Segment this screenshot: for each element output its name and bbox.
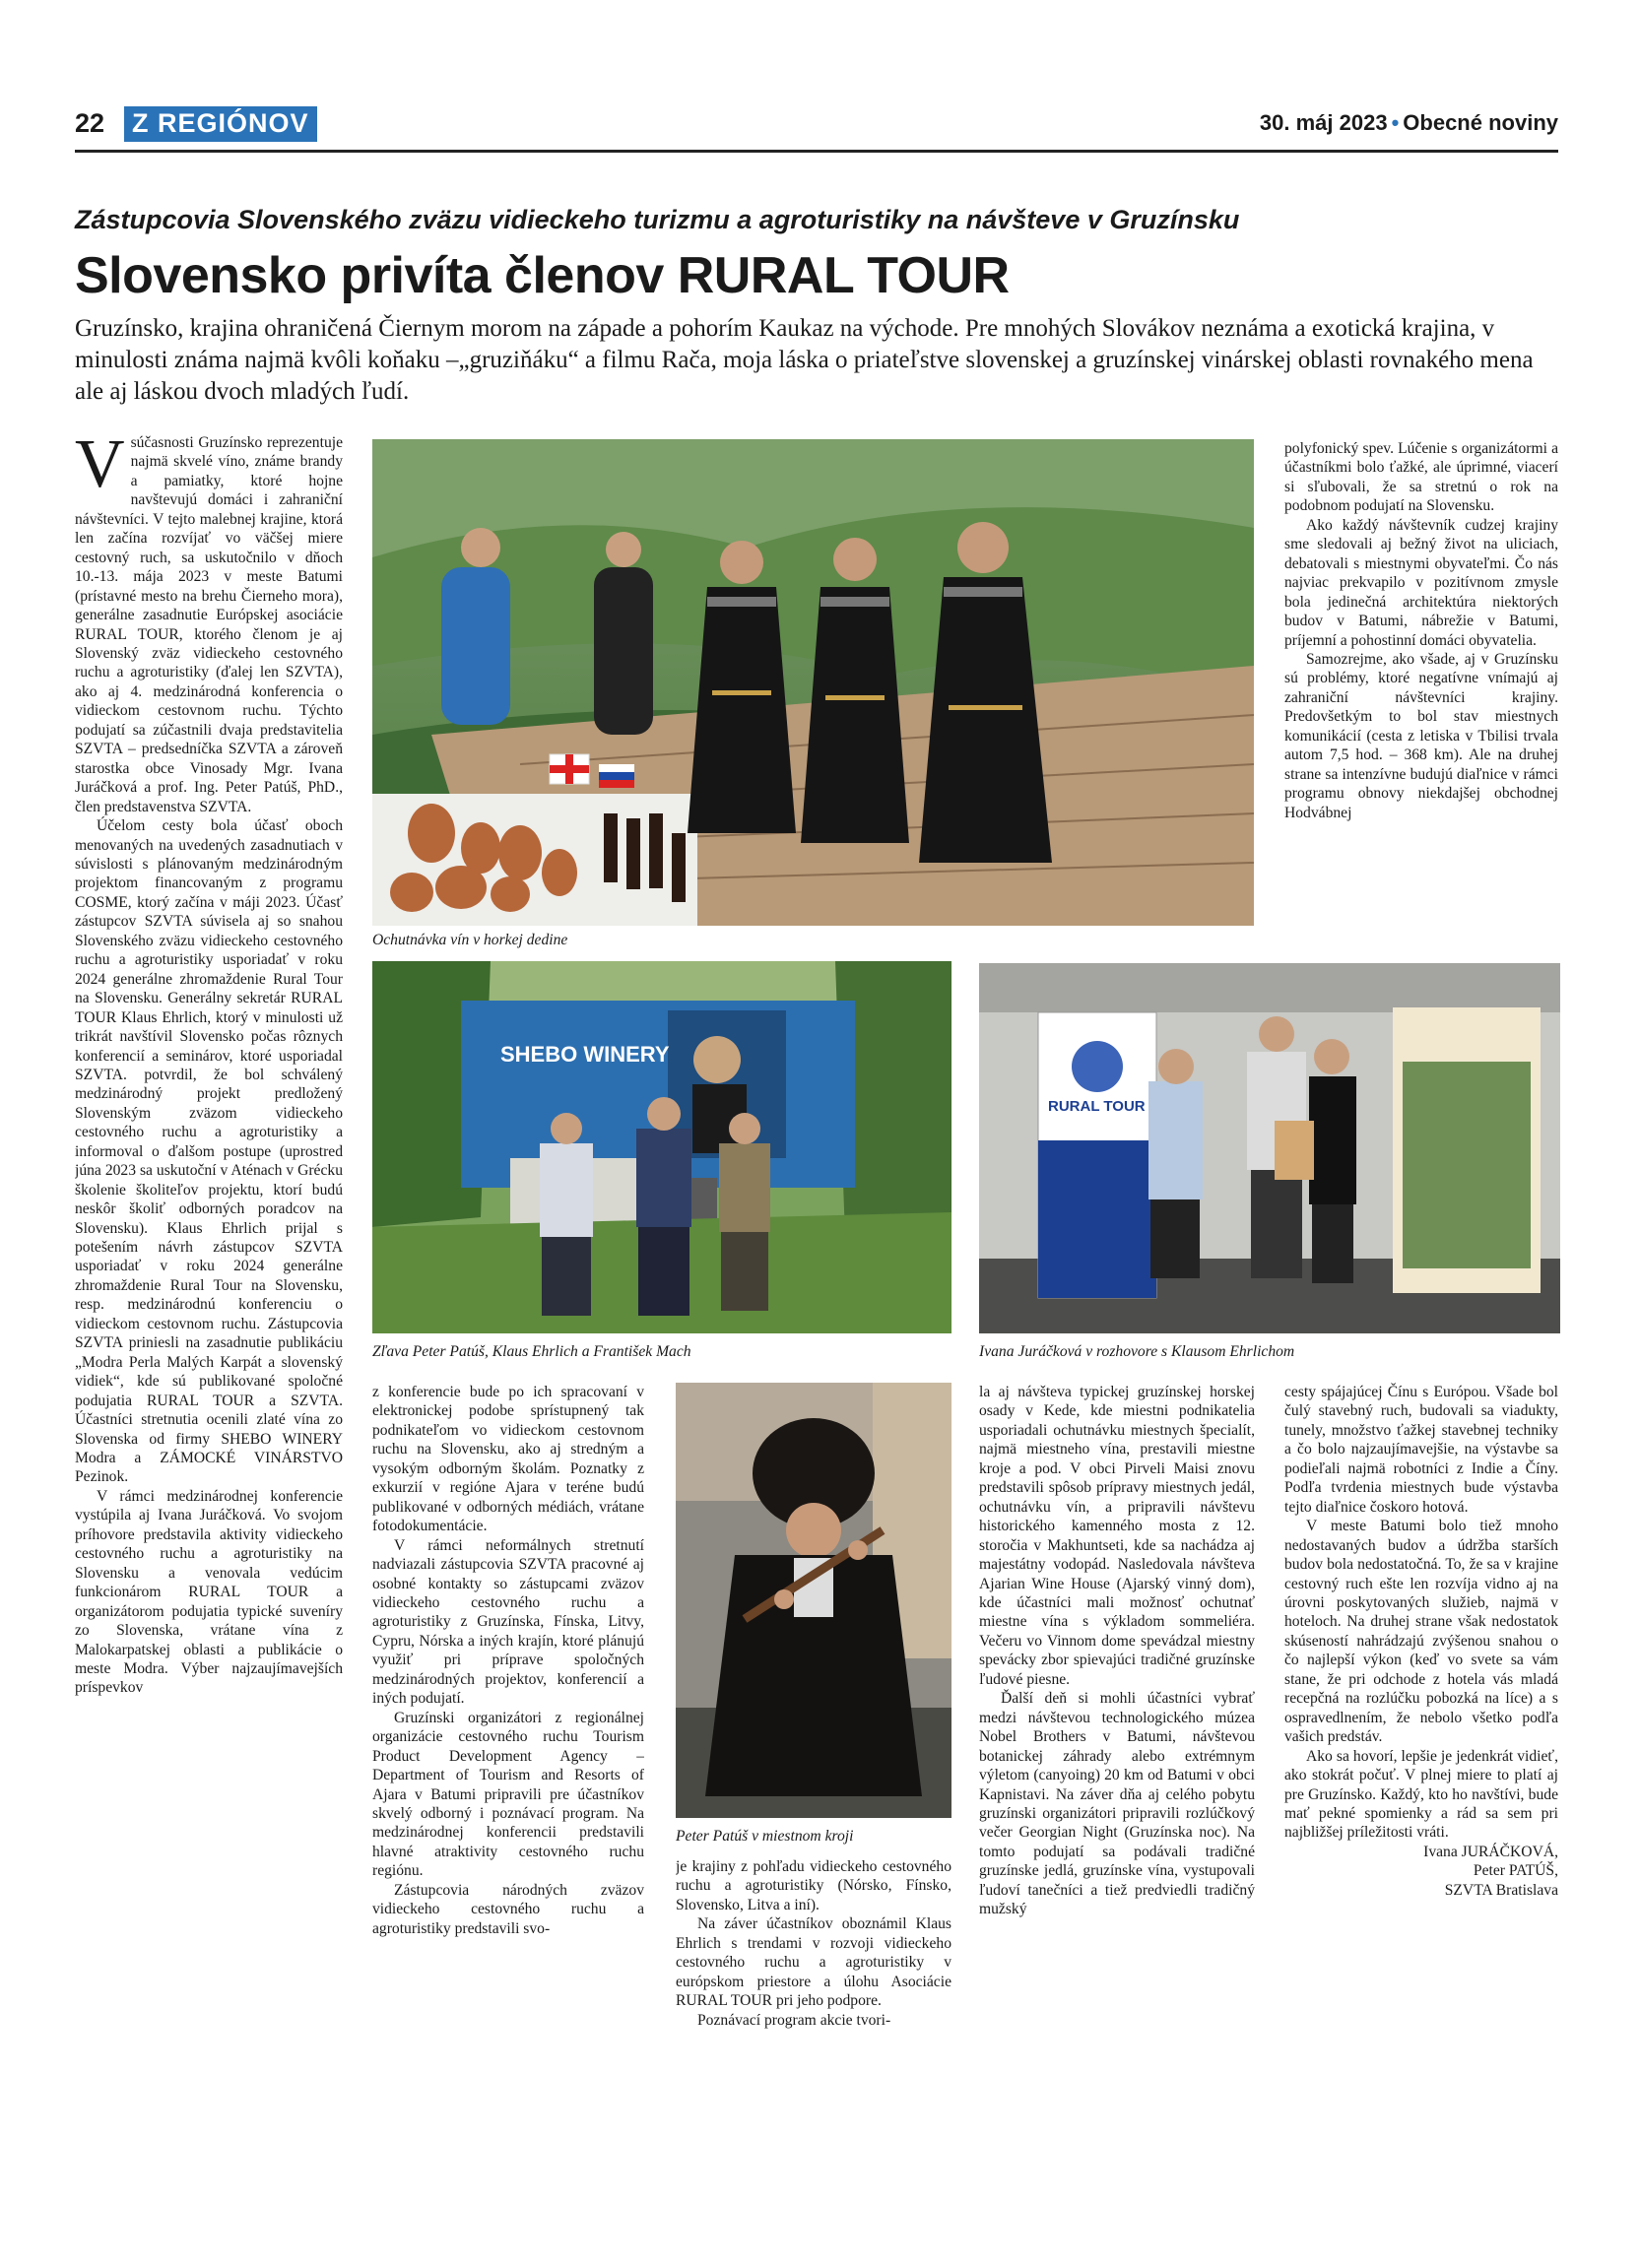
paragraph: je krajiny z pohľadu vidieckeho cestovného ruchu a agroturistiky (Nórsko, Fínsko, Slovensko, Litva a iní). (676, 1858, 951, 1913)
paragraph: Samozrejme, ako všade, aj v Gruzínsku sú problémy, ktoré negatívne vnímajú aj zahraniční návštevníci krajiny. Predovšetkým to bol stav miestnych komunikácií (cesta z letiska v Tbilisi trvala autom 7,5 hod. – 368 km). Ale na druhej strane sa intenzívne budujú diaľnice v rámci programu obnovy niekdajšej obchodnej Hodvábnej (1284, 650, 1558, 821)
header-rule (75, 150, 1558, 153)
paragraph: V meste Batumi bolo tiež mnoho nedostavaných budov a údržba starších budov bola nedostatočná. To, že sa v krajine cestovný ruch ešte len rozvíja vidno aj na úrovni poskytovaných služieb, najmä v hoteloch. Na druhej strane však nedostatok skúseností nahrádzajú zvýšenou snahou o čo najlepší výkon (keď vo svete sa vám stane, že pri odchode z hotela vás mladá recepčná na rozlúčku pobozká na líce) a s ospravedlnením, že nebolo všetko podľa vašich predstáv. (1284, 1518, 1558, 1746)
photo-rural-tour-image (979, 963, 1560, 1333)
photo-rural-tour-caption: Ivana Juráčková v rozhovore s Klausom Ehrlichom (979, 1343, 1295, 1360)
paragraph: Ako sa hovorí, lepšie je jedenkrát vidieť, ako stokrát počuť. V plnej miere to platí aj pre Gruzínsko. Každý, kto ho navštívi, bude mať pekné spomienky a rád sa sem pri najbližšej príležitosti vráti. (1284, 1747, 1558, 1842)
photo-costume (676, 1383, 951, 1818)
issue-separator: • (1391, 110, 1400, 135)
photo-wine-tasting-image (372, 439, 1254, 926)
paragraph: Ako každý návštevník cudzej krajiny sme sledovali aj bežný život na uliciach, debatovali s miestnymi obyvateľmi. Čo nás najviac prekvapilo v pozitívnom zmysle bola jedinečná architektúra niektorých budov v Batumi, nábrežie v Batumi, príjemní a pohostinní domáci obyvatelia. (1284, 516, 1558, 649)
paragraph: Ďalší deň si mohli účastníci vybrať medzi návštevou technologického múzea Nobel Brothers v Batumi, návštevou botanickej záhrady alebo extrémnym výletom (canyoing) 20 km od Batumi v obci Kapnistavi. Na záver dňa aj celého pobytu gruzínski organizátori pripravili rozlúčkový večer Georgian Night (Gruzínska noc). Na tomto podujatí sa podávali tradičné gruzínske jedlá, gruzínske vína, vystupovali ľudoví tanečníci a tiež predviedli tradičný mužský (979, 1690, 1255, 1918)
column-1 (75, 433, 343, 2142)
photo-costume-caption: Peter Patúš v miestnom kroji (676, 1828, 854, 1845)
article-lead: Gruzínsko, krajina ohraničená Čiernym morom na západe a pohorím Kaukaz na východe. Pre mnohých Slovákov neznáma a exotická krajina, v minulosti známa najmä kvôli koňaku –„gruziňáku“ a filmu Rača, moja láska o priateľstve slovenskej a gruzínskej vinárskej oblasti rovnakého mena ale aj láskou dvoch mladých ľudí. (75, 315, 1534, 405)
paragraph: cesty spájajúcej Čínu s Európou. Všade bol čulý stavebný ruch, budovali sa viadukty, tunely, množstvo ťažkej stavebnej techniky a čo bolo najzaujímavejšie, na výstavbe sa podieľali najmä robotníci z Indie a Číny. Podľa tvrdenia miestnych bude výstavba tejto diaľnice čoskoro hotová. (1284, 1384, 1558, 1516)
paragraph: V rámci neformálnych stretnutí nadviazali zástupcovia SZVTA pracovné aj osobné kontakty so zástupcami zväzov vidieckeho cestovného ruchu a agroturistiky z Gruzínska, Fínska, Litvy, Cypru, Nórska a iných krajín, ktoré plánujú využiť pri príprave spoločných medzinárodných projektov, konferencií a iných podujatí. (372, 1536, 644, 1708)
paragraph: la aj návšteva typickej gruzínskej horskej osady v Kede, kde miestni podnikatelia usporiadali ochutnávku miestnych špecialít, najmä miestneho vína, prestavili miestne kroje a pod. V obci Pirveli Maisi znovu predstavili spôsob prípravy miestnych jedál, ochutnávku vín, a pripravili návštevu historického kamenného mosta z 12. storočia v Makhuntseti, kde sa nachádza aj majestátny vodopád. Nasledovala návšteva Ajarian Wine House (Ajarský vinný dom), kde účastníci mali možnosť ochutnať miestne vína s výkladom sommeliéra. Večeru vo Vinnom dome spevádzal miestny spevácky zbor spievajúci tradičné gruzínske ľudové piesne. (979, 1384, 1255, 1688)
dropcap: V (75, 433, 125, 502)
column-5-top (1284, 439, 1558, 955)
page-header (75, 106, 1558, 146)
paragraph: Účelom cesty bola účasť oboch menovaných na uvedených zasadnutiach v súvislosti s plánovaným medzinárodným projektom financovaným z programu COSME, ktorý začína v máji 2023. Účasť zástupcov SZVTA súvisela aj so snahou Slovenského zväzu vidieckeho cestovného ruchu a agroturistiky usporiadať v roku 2024 generálne zhromaždenie Rural Tour na Slovensku. Generálny sekretár RURAL TOUR Klaus Ehrlich, ktorý v minulosti už trikrát navštívil Slovensko počas rôznych konferencií a seminárov, ktoré usporiadal SZVTA. potvrdil, že bol schválený medzinárodný projekt predložený Slovenským zväzom vidieckeho cestovného ruchu a agroturistiky a informoval o ďalšom postupe (uprostred júna 2023 sa uskutoční v Aténach v Grécku školenie školiteľov projektu, ktorí budú neskôr školiť odborných poradcov na Slovensku). Klaus Ehrlich prijal s potešením návrh zástupcov SZVTA usporiadať v roku 2024 generálne zhromaždenie Rural Tour na Slovensku, resp. medzinárodnú konferenciu o vidieckom cestovnom ruchu. Zástupcovia SZVTA priniesli na zasadnutie publikáciu „Modra Perla Malých Karpát a slovenský vidiek“, kde sú publikované spoločné podujatia RURAL TOUR a SZVTA. Účastníci stretnutia ocenili zlaté vína zo Slovenska od firmy SHEBO WINERY Modra a ZÁMOCKÉ VINÁRSTVO Pezinok. (75, 817, 343, 1486)
column-2 (372, 1383, 644, 2111)
section-tag: Z REGIÓNOV (124, 106, 317, 142)
shebo-winery-sign: SHEBO WINERY (500, 1042, 670, 1067)
paragraph: polyfonický spev. Lúčenie s organizátormi a účastníkmi bolo ťažké, ale úprimné, viacerí si sľubovali, že sa stretnú o rok na podobnom podujatí na Slovensku. (1284, 440, 1558, 515)
paragraph: z konferencie bude po ich spracovaní v elektronickej podobe sprístupnený tak podnikateľom vo vidieckom cestovnom ruchu na Slovensku, ako aj stredným a vysokým odborným školám. Poznatky z exkurzií v regióne Ajara v teréne budú publikované v odborných médiách, vrátane fotodokumentácie. (372, 1384, 644, 1535)
paragraph: V rámci medzinárodnej konferencie vystúpila aj Ivana Juráčková. Vo svojom príhovore predstavila aktivity vidieckeho cestovného ruchu a agroturistiky na Slovensku a venovala vedúcim funkcionárom RURAL TOUR a organizátorom podujatia typické suveníry zo Slovenska, vrátane vína z Malokarpatskej oblasti a publikácie o meste Modra. Výber najzaujímavejších príspevkov (75, 1487, 343, 1697)
article-headline: Slovensko privíta členov RURAL TOUR (75, 247, 1010, 304)
publication-name: Obecné noviny (1403, 110, 1558, 135)
photo-shebo-winery-image (372, 961, 951, 1333)
photo-rural-tour (979, 963, 1560, 1333)
column-3 (676, 1857, 951, 2113)
photo-costume-image (676, 1383, 951, 1818)
issue-info (1260, 110, 1558, 136)
photo-shebo-winery-caption: Zľava Peter Patúš, Klaus Ehrlich a František Mach (372, 1343, 691, 1360)
signature-line: Ivana JURÁČKOVÁ, (1423, 1843, 1558, 1860)
paragraph: Poznávací program akcie tvori- (697, 2011, 891, 2029)
paragraph: Na záver účastníkov oboznámil Klaus Ehrlich s trendami v rozvoji vidieckeho cestovného ruchu a agroturistiky v európskom priestore a úlohu Asociácie RURAL TOUR pri jeho podpore. (676, 1915, 951, 2010)
signature-line: SZVTA Bratislava (1444, 1881, 1558, 1899)
photo-wine-tasting (372, 439, 1254, 926)
paragraph: Gruzínski organizátori z regionálnej organizácie cestovného ruchu Tourism Product Development Agency – Department of Tourism and Resorts of Ajara v Batumi pripravili pre účastníkov skvelý odborný i poznávací program. Na medzinárodnej konferencii predstavili hlavné atraktivity cestovného ruchu regiónu. (372, 1709, 644, 1880)
page-number: 22 (75, 108, 105, 138)
paragraph: Vsúčasnosti Gruzínsko reprezentuje najmä skvelé víno, známe brandy a pamiatky, ktoré hojne navštevujú domáci i zahraniční návštevníci. V tejto malebnej krajine, ktorá len začína rozvíjať vo väčšej miere cestovný ruch, sa uskutočnilo v dňoch 10.-13. mája 2023 v meste Batumi (prístavné mesto na brehu Čierneho mora), generálne zasadnutie Európskej asociácie RURAL TOUR, ktorého členom je aj Slovenský zväz vidieckeho cestovného ruchu a agroturistiky (ďalej len SZVTA), ako aj 4. medzinárodná konferencia o vidieckom cestovnom ruchu. Týchto podujatí sa zúčastnili dvaja predstavitelia SZVTA – predsedníčka SZVTA a zároveň starostka obce Vinosady Mgr. Ivana Juráčková a prof. Ing. Peter Patúš, PhD., člen predstavenstva SZVTA. (75, 433, 343, 815)
column-5-bottom (1284, 1383, 1558, 2113)
photo-wine-tasting-caption: Ochutnávka vín v horkej dedine (372, 932, 568, 948)
article-kicker: Zástupcovia Slovenského zväzu vidieckeho turizmu a agroturistiky na návšteve v Gruzínsku (75, 205, 1240, 234)
photo-shebo-winery (372, 961, 951, 1333)
issue-date: 30. máj 2023 (1259, 110, 1388, 135)
column-4 (979, 1383, 1255, 2113)
paragraph: Zástupcovia národných zväzov vidieckeho cestovného ruchu a agroturistiky predstavili svo- (372, 1881, 644, 1937)
rural-tour-banner: RURAL TOUR (1048, 1098, 1146, 1115)
signature-line: Peter PATÚŠ, (1473, 1862, 1558, 1880)
